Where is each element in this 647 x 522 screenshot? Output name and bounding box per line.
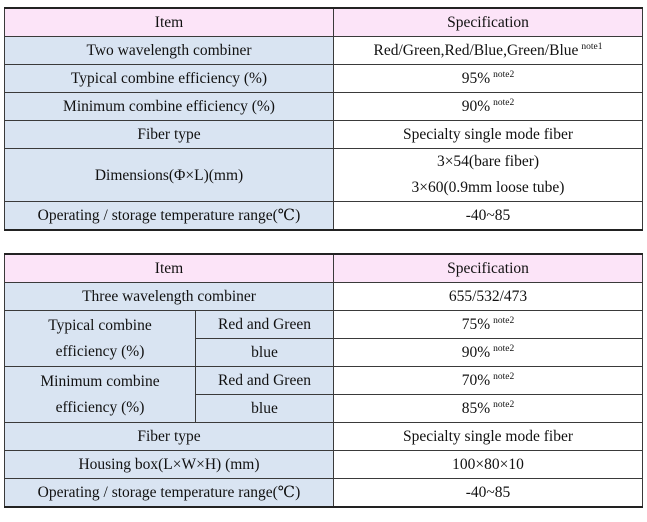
footnote-ref: note2 (493, 316, 515, 326)
table-row (5, 311, 643, 339)
value-line: 3×54(bare fiber) (436, 153, 540, 170)
header-item: Item (5, 8, 334, 37)
spec-table-two-wavelength (4, 7, 643, 231)
table-row (5, 121, 643, 149)
value-line: 3×60(0.9mm loose tube) (411, 179, 565, 196)
value-text: 70% (461, 372, 491, 389)
row-value: Specialty single mode fiber (334, 121, 643, 149)
footnote-ref: note2 (493, 98, 515, 108)
row-value: -40~85 (334, 479, 643, 508)
row-value (334, 395, 643, 423)
value-text: 85% (461, 400, 491, 417)
value-text: 75% (461, 316, 491, 333)
row-value (334, 311, 643, 339)
row-value (334, 37, 643, 65)
sub-label: blue (196, 395, 334, 423)
row-label: Fiber type (5, 121, 334, 149)
table-row (5, 93, 643, 121)
table-row (5, 37, 643, 65)
row-value (334, 339, 643, 367)
label-line: Minimum combine (40, 372, 160, 390)
label-line: efficiency (%) (55, 398, 145, 416)
table-header-row (5, 254, 643, 283)
sub-label: Red and Green (196, 311, 334, 339)
value-text: 90% (461, 344, 491, 361)
table-row (5, 65, 643, 93)
footnote-ref: note2 (493, 70, 515, 80)
header-specification: Specification (334, 8, 643, 37)
table-row (5, 479, 643, 508)
row-label: Operating / storage temperature range(℃) (5, 479, 334, 508)
row-value: Specialty single mode fiber (334, 423, 643, 451)
table-row (5, 283, 643, 311)
table-row (5, 149, 643, 202)
table-row (5, 202, 643, 231)
footnote-ref: note2 (493, 344, 515, 354)
row-label (5, 311, 196, 367)
footnote-ref: note2 (493, 372, 515, 382)
value-text: 95% (461, 70, 491, 87)
table-row (5, 423, 643, 451)
row-label: Minimum combine efficiency (%) (5, 93, 334, 121)
row-label (5, 367, 196, 423)
row-value (334, 65, 643, 93)
header-specification: Specification (334, 254, 643, 283)
value-text: Red/Green,Red/Blue,Green/Blue (373, 42, 579, 59)
label-line: efficiency (%) (55, 342, 145, 360)
footnote-ref: note1 (581, 42, 603, 52)
row-value: 655/532/473 (334, 283, 643, 311)
table-row (5, 367, 643, 395)
row-value: 100×80×10 (334, 451, 643, 479)
row-label: Dimensions(Φ×L)(mm) (5, 149, 334, 202)
row-label: Operating / storage temperature range(℃) (5, 202, 334, 231)
row-value: -40~85 (334, 202, 643, 231)
row-label: Typical combine efficiency (%) (5, 65, 334, 93)
row-value (334, 149, 643, 202)
sub-label: blue (196, 339, 334, 367)
value-text: 90% (461, 98, 491, 115)
sub-label: Red and Green (196, 367, 334, 395)
row-label: Two wavelength combiner (5, 37, 334, 65)
row-label: Three wavelength combiner (5, 283, 334, 311)
row-value (334, 367, 643, 395)
header-item: Item (5, 254, 334, 283)
spec-table-three-wavelength (4, 253, 643, 508)
footnote-ref: note2 (493, 400, 515, 410)
table-row (5, 451, 643, 479)
row-label: Housing box(L×W×H) (mm) (5, 451, 334, 479)
table-header-row (5, 8, 643, 37)
row-value (334, 93, 643, 121)
label-line: Typical combine (48, 316, 152, 334)
row-label: Fiber type (5, 423, 334, 451)
